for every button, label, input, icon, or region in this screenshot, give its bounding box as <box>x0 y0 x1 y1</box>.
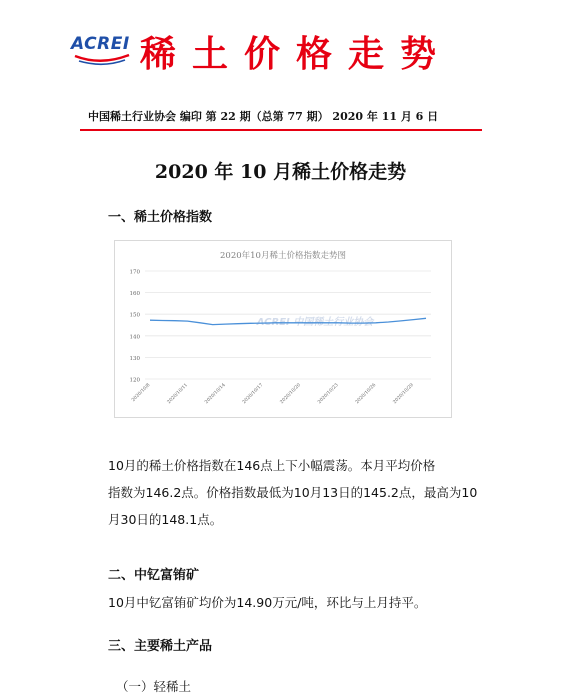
chart-title: 2020年10月稀土价格指数走势图 <box>220 250 346 261</box>
x-tick-label: 2020/10/20 <box>279 382 302 405</box>
y-tick-label: 120 <box>130 378 141 384</box>
price-index-paragraph <box>108 452 494 533</box>
paragraph-line: 10月中钇富铕矿均价为14.90万元/吨，环比与上月持平。 <box>108 589 494 616</box>
header-divider <box>80 129 482 131</box>
paragraph-line: 月30日的148.1点。 <box>108 506 494 533</box>
y-tick-label: 130 <box>130 356 141 362</box>
chart-canvas <box>115 241 451 417</box>
x-tick-label: 2020/10/17 <box>241 382 264 405</box>
section-heading-products: 三、主要稀土产品 <box>108 635 212 654</box>
paragraph-line: 指数为146.2点。价格指数最低为10月13日的145.2点，最高为10 <box>108 479 494 506</box>
y-tick-label: 140 <box>130 334 141 340</box>
x-tick-label: 2020/10/11 <box>166 382 189 405</box>
section-heading-ore: 二、中钇富铕矿 <box>108 564 199 583</box>
x-tick-label: 2020/10/14 <box>204 382 227 405</box>
section-heading-price-index: 一、稀土价格指数 <box>108 206 212 225</box>
x-tick-label: 2020/10/8 <box>131 382 152 403</box>
subsection-light-rare-earth <box>116 673 502 700</box>
y-tick-label: 170 <box>130 270 141 276</box>
banner-title: 稀土价格走势 <box>140 26 452 77</box>
subsection-label: （一）轻稀土 <box>116 673 502 700</box>
ore-paragraph <box>108 589 494 616</box>
logo-swoosh-icon <box>73 52 131 66</box>
x-tick-label: 2020/10/26 <box>354 382 377 405</box>
logo-text: ACREI <box>71 34 130 54</box>
acrei-logo <box>71 34 133 68</box>
x-tick-label: 2020/10/23 <box>317 382 340 405</box>
y-tick-label: 150 <box>130 313 141 319</box>
chart-watermark: ACREI 中国稀土行业协会 <box>256 316 376 328</box>
x-tick-label: 2020/10/29 <box>392 382 415 405</box>
price-index-chart <box>114 240 452 418</box>
y-tick-label: 160 <box>130 291 141 297</box>
paragraph-line: 10月的稀土价格指数在146点上下小幅震荡。本月平均价格 <box>108 452 494 479</box>
issue-line: 中国稀土行业协会 编印 第 22 期（总第 77 期） 2020 年 11 月 6 日 <box>88 108 438 124</box>
document-title: 2020 年 10 月稀土价格走势 <box>0 157 561 184</box>
